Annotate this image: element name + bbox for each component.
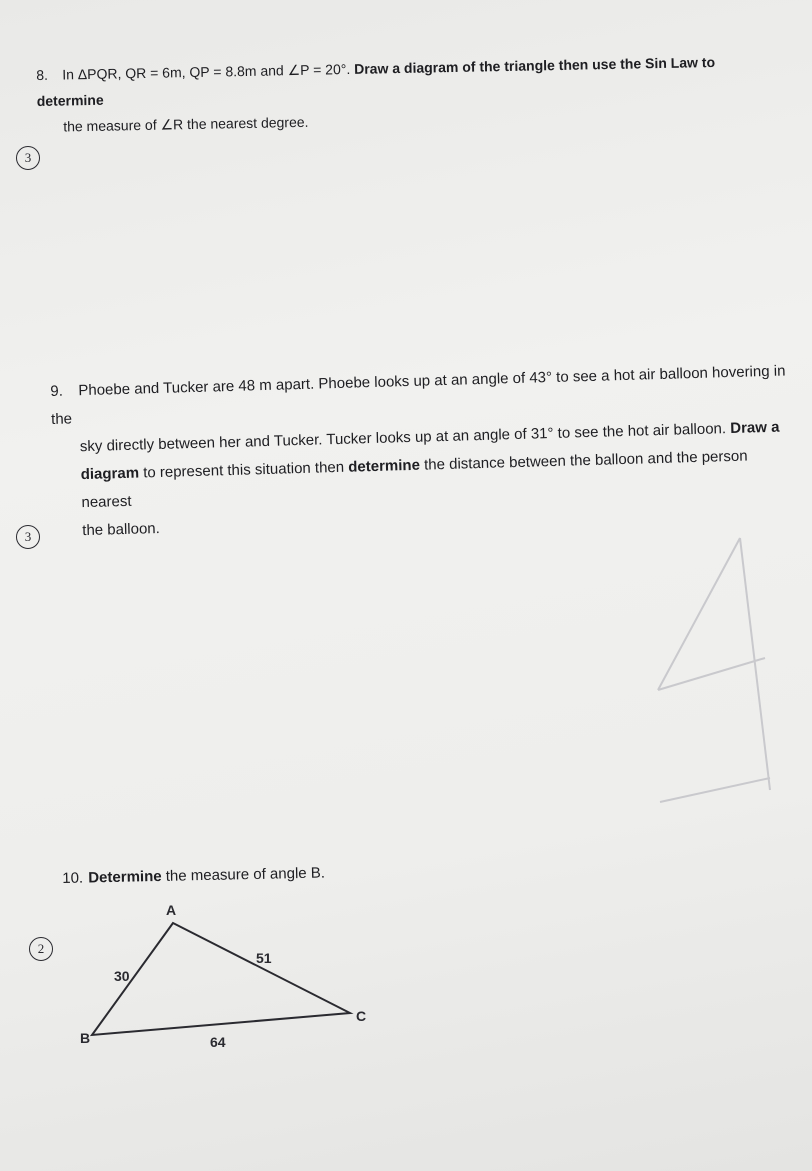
side-label-ab: 30 bbox=[114, 968, 130, 984]
vertex-label-b: B bbox=[80, 1030, 91, 1046]
mark-value-badge: 3 bbox=[16, 525, 40, 549]
question-number: 10. bbox=[62, 869, 84, 887]
instruction-segment: Draw a bbox=[730, 418, 780, 438]
question-text: the measure of angle B. bbox=[161, 864, 326, 885]
mark-value-badge: 2 bbox=[29, 937, 53, 961]
question-10 bbox=[62, 860, 362, 892]
side-label-ac: 51 bbox=[256, 950, 272, 966]
question-text-line2: the measure of ∠R the nearest degree. bbox=[63, 113, 309, 135]
triangle-abc bbox=[92, 923, 350, 1035]
question-instruction: Draw a diagram of the triangle then use the Sin Law to determine bbox=[36, 53, 716, 109]
text-segment: to represent this situation then bbox=[138, 458, 349, 482]
show-through-sketch bbox=[630, 520, 800, 820]
question-text-line4: the balloon. bbox=[82, 519, 161, 540]
triangle-diagram bbox=[70, 895, 390, 1065]
side-label-bc: 64 bbox=[210, 1034, 226, 1050]
vertex-label-a: A bbox=[166, 902, 177, 918]
instruction-segment: Determine bbox=[88, 867, 162, 887]
question-8 bbox=[36, 48, 757, 140]
question-9 bbox=[50, 357, 794, 546]
mark-value-badge: 3 bbox=[16, 146, 40, 170]
question-text: In ΔPQR, QR = 6m, QP = 8.8m and ∠P = 20°. bbox=[62, 60, 355, 83]
question-number: 8. bbox=[36, 66, 49, 83]
text-segment: sky directly between her and Tucker. Tucker looks up at an angle of 31° to see the hot air balloon. bbox=[79, 420, 731, 456]
question-text: Phoebe and Tucker are 48 m apart. Phoebe looks up at an angle of 43° to see a hot air balloon hovering in the bbox=[50, 362, 786, 428]
instruction-segment: diagram bbox=[80, 464, 140, 484]
instruction-segment: determine bbox=[348, 456, 421, 476]
vertex-label-c: C bbox=[356, 1008, 367, 1024]
text-segment: the distance between the balloon and the person nearest bbox=[81, 447, 748, 512]
question-number: 9. bbox=[50, 382, 64, 400]
